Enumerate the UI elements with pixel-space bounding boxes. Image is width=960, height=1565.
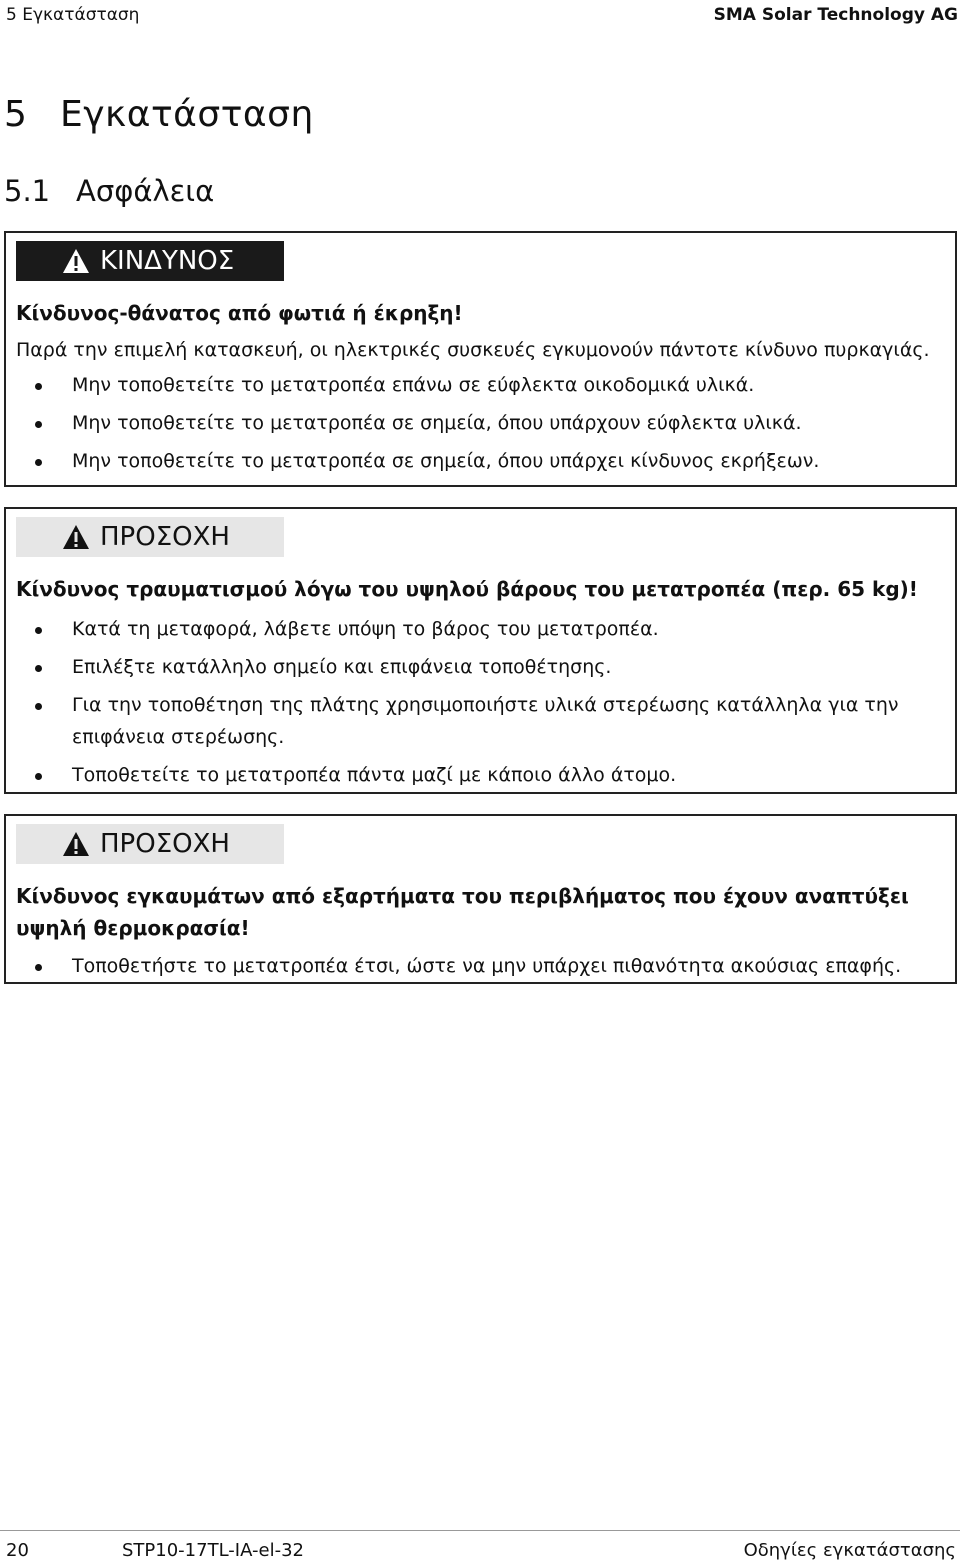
list-item: Μην τοποθετείτε το μετατροπέα επάνω σε εύφλεκτα οικοδομικά υλικά. <box>16 369 941 401</box>
page-header <box>6 0 958 30</box>
header-company: SMA Solar Technology AG <box>713 5 958 25</box>
caution-label-tag <box>16 824 284 864</box>
warning-triangle-icon <box>62 524 90 550</box>
bullet-icon <box>35 665 42 672</box>
document-code: STP10-17TL-IA-el-32 <box>122 1540 304 1561</box>
danger-label-tag <box>16 241 284 281</box>
warning-triangle-icon <box>62 831 90 857</box>
caution-burn-title: Κίνδυνος εγκαυμάτων από εξαρτήματα του περιβλήματος που έχουν αναπτύξει υψηλή θερμοκρασία! <box>16 884 909 940</box>
chapter-heading <box>4 94 314 135</box>
caution-weight-title: Κίνδυνος τραυματισμού λόγω του υψηλού βάρους του μετατροπέα (περ. 65 kg)! <box>16 577 918 601</box>
header-section: 5 Εγκατάσταση <box>6 5 140 25</box>
caution-label: ΠΡΟΣΟΧΗ <box>100 522 230 552</box>
list-item: Τοποθετείτε το μετατροπέα πάντα μαζί με κάποιο άλλο άτομο. <box>16 759 941 791</box>
bullet-icon <box>35 383 42 390</box>
caution-weight-list <box>16 613 941 797</box>
list-item: Μην τοποθετείτε το μετατροπέα σε σημεία, όπου υπάρχουν εύφλεκτα υλικά. <box>16 407 941 439</box>
bullet-icon <box>35 964 42 971</box>
bullet-icon <box>35 773 42 780</box>
caution-burn-list <box>16 950 941 988</box>
list-item: Τοποθετήστε το μετατροπέα έτσι, ώστε να μην υπάρχει πιθανότητα ακούσιας επαφής. <box>16 950 941 982</box>
bullet-icon <box>35 459 42 466</box>
bullet-icon <box>35 703 42 710</box>
bullet-icon <box>35 421 42 428</box>
section-number: 5.1 <box>4 174 51 208</box>
warning-triangle-icon <box>62 248 90 274</box>
caution-burn-warning-box <box>4 814 957 984</box>
danger-title: Κίνδυνος-θάνατος από φωτιά ή έκρηξη! <box>16 301 463 325</box>
caution-label-tag <box>16 517 284 557</box>
danger-warning-box <box>4 231 957 487</box>
list-item: Μην τοποθετείτε το μετατροπέα σε σημεία, όπου υπάρχει κίνδυνος εκρήξεων. <box>16 445 941 477</box>
list-item: Επιλέξτε κατάλληλο σημείο και επιφάνεια τοποθέτησης. <box>16 651 941 683</box>
danger-label: ΚΙΝΔΥΝΟΣ <box>100 246 235 276</box>
caution-label: ΠΡΟΣΟΧΗ <box>100 829 230 859</box>
chapter-number: 5 <box>4 94 28 135</box>
bullet-icon <box>35 627 42 634</box>
list-item: Κατά τη μεταφορά, λάβετε υπόψη το βάρος του μετατροπέα. <box>16 613 941 645</box>
section-title: Ασφάλεια <box>76 174 215 208</box>
danger-text: Παρά την επιμελή κατασκευή, οι ηλεκτρικές συσκευές εγκυμονούν πάντοτε κίνδυνο πυρκαγιάς. <box>16 339 930 361</box>
page-number: 20 <box>6 1540 29 1561</box>
danger-list <box>16 369 941 483</box>
document-title: Οδηγίες εγκατάστασης <box>743 1540 956 1561</box>
list-item: Για την τοποθέτηση της πλάτης χρησιμοποιήστε υλικά στερέωσης κατάλληλα για την επιφάνεια στερέωσης. <box>16 689 941 753</box>
caution-weight-warning-box <box>4 507 957 794</box>
page-footer <box>0 1530 960 1565</box>
section-heading <box>4 174 214 208</box>
chapter-title: Εγκατάσταση <box>60 94 314 135</box>
